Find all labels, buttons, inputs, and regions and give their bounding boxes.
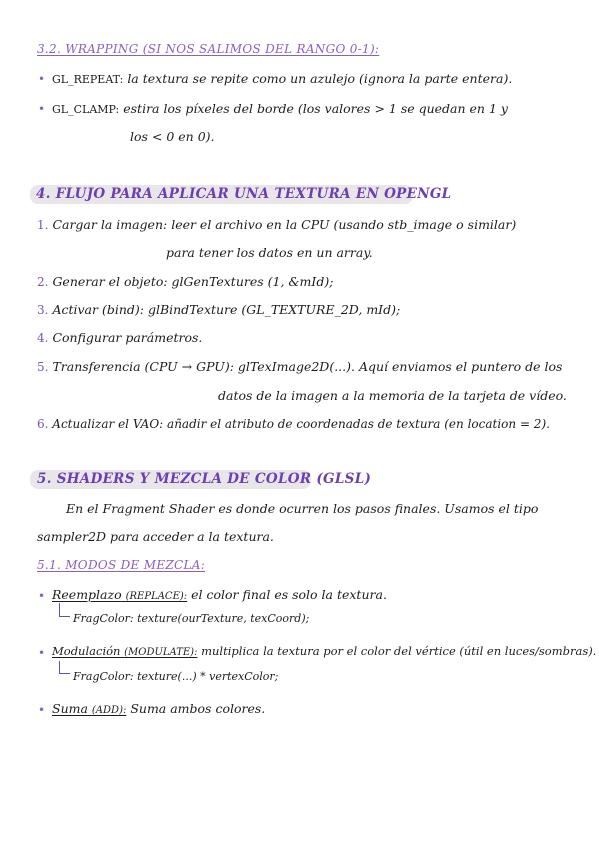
step-5-cont: datos de la imagen a la memoria de la tarjeta de vídeo. [218,388,567,403]
intro-line-2: sampler2D para acceder a la textura. [37,529,274,544]
bullet-dot: • [38,72,46,86]
mode-desc: el color final es solo la textura. [191,587,387,602]
code-replace: FragColor: texture(ourTexture, texCoord); [73,612,310,625]
subsection-heading-3-2: 3.2. WRAPPING (SI NOS SALIMOS DEL RANGO 0-1): [37,42,380,56]
step-number: 1. [37,218,49,232]
section-heading-5: 5. SHADERS Y MEZCLA DE COLOR (GLSL) [37,471,372,487]
step-number: 4. [37,331,49,345]
step-1 [37,217,516,232]
step-text: Activar (bind): glBindTexture (GL_TEXTURE_2D, mId); [52,302,401,317]
list-item-gl-clamp [52,101,508,116]
sub-arrow [59,603,70,617]
step-text: Cargar la imagen: leer el archivo en la CPU (usando stb_image o similar) [52,217,517,232]
mode-desc: multiplica la textura por el color del vértice (útil en luces/sombras). [201,644,597,658]
bullet-dot: • [38,102,46,116]
desc-gl-clamp: estira los píxeles del borde (los valores > 1 se quedan en 1 y [123,101,508,116]
desc-gl-clamp-cont: los < 0 en 0). [130,129,215,144]
intro-line-1: En el Fragment Shader es donde ocurren los pasos finales. Usamos el tipo [66,501,539,516]
step-text: Transferencia (CPU → GPU): glTexImage2D(...). Aquí enviamos el puntero de los [52,359,563,374]
mode-modulate [52,644,596,658]
mode-add [52,701,265,716]
list-item-gl-repeat [52,71,512,86]
bullet-dot: • [38,589,46,603]
sub-arrow [59,661,70,674]
mode-desc: Suma ambos colores. [130,701,266,716]
step-number: 3. [37,303,49,317]
step-4 [37,330,202,345]
mode-name: Reemplazo (REPLACE): [52,587,188,602]
mode-name: Suma (ADD): [52,701,127,716]
desc-gl-repeat: la textura se repite como un azulejo (ignora la parte entera). [127,71,513,86]
step-text: Configurar parámetros. [52,330,203,345]
bullet-dot: • [38,703,46,717]
step-1-cont: para tener los datos en un array. [166,245,373,260]
step-text: Actualizar el VAO: añadir el atributo de coordenadas de textura (en location = 2). [52,417,550,431]
step-6 [37,417,550,431]
step-number: 6. [37,417,49,431]
code-modulate: FragColor: texture(...) * vertexColor; [73,670,279,683]
bullet-dot: • [38,646,46,660]
term-gl-repeat: GL_REPEAT: [52,73,124,86]
section-heading-4: 4. FLUJO PARA APLICAR UNA TEXTURA EN OPENGL [36,186,452,202]
step-number: 5. [37,360,49,374]
step-number: 2. [37,275,49,289]
mode-replace [52,587,387,602]
mode-name: Modulación (MODULATE): [52,644,198,658]
subsection-heading-5-1: 5.1. MODOS DE MEZCLA: [37,558,206,572]
term-gl-clamp: GL_CLAMP: [52,103,120,116]
step-text: Generar el objeto: glGenTextures (1, &mId); [52,274,334,289]
step-3 [37,302,400,317]
step-5 [37,359,562,374]
step-2 [37,274,333,289]
